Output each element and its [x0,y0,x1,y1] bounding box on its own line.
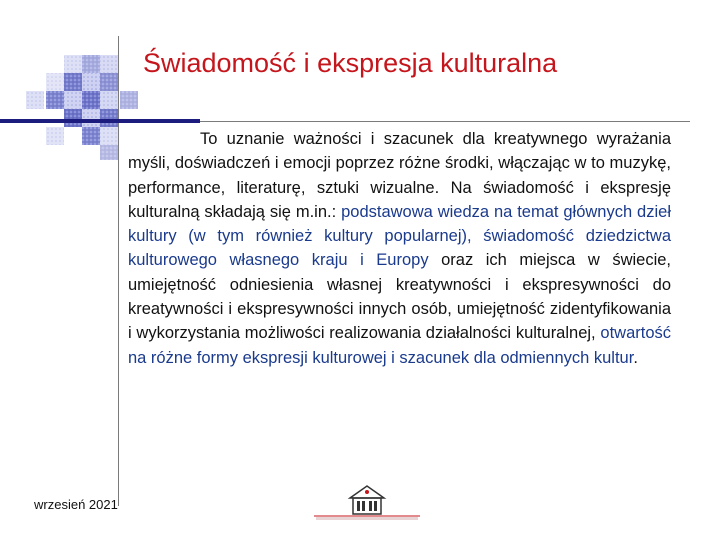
organization-logo [312,478,422,522]
footer-date: wrzesień 2021 [34,497,118,512]
vertical-divider-line [118,36,119,506]
body-text-highlight-openness: otwartość na różne formy ekspresji kulturowej i szacunek dla odmiennych kultur [128,324,671,367]
accent-bar [0,119,200,123]
slide-body-text [128,127,671,370]
body-text-highlight-knowledge: podstawowa wiedza na temat głównych dzieł kultury (w tym również kultury popularnej), świadomość dziedzictwa kulturowego własnego kraju i Europy [128,202,671,270]
slide-title: Świadomość i ekspresja kulturalna [143,48,558,78]
body-text-end: . [633,348,638,367]
body-text-middle: oraz ich miejsca w świecie, umiejętność odniesienia własnej kreatywności i ekspresywności do kreatywności i ekspresywności innych osób, umiejętność zidentyfikowania i wykorzystania możliwości realizowania działalności kulturalnej, [128,251,672,343]
horizontal-divider-line [200,121,690,122]
body-text-intro: To uznanie ważności i szacunek dla kreatywnego wyrażania myśli, doświadczeń i emocji poprzez różne środki, włączając w to muzykę, performance, literaturę, sztuki wizualne. Na świadomość i ekspresję kulturalną składają się m.in.: [128,130,671,221]
decorative-tile-mosaic [26,55,138,160]
